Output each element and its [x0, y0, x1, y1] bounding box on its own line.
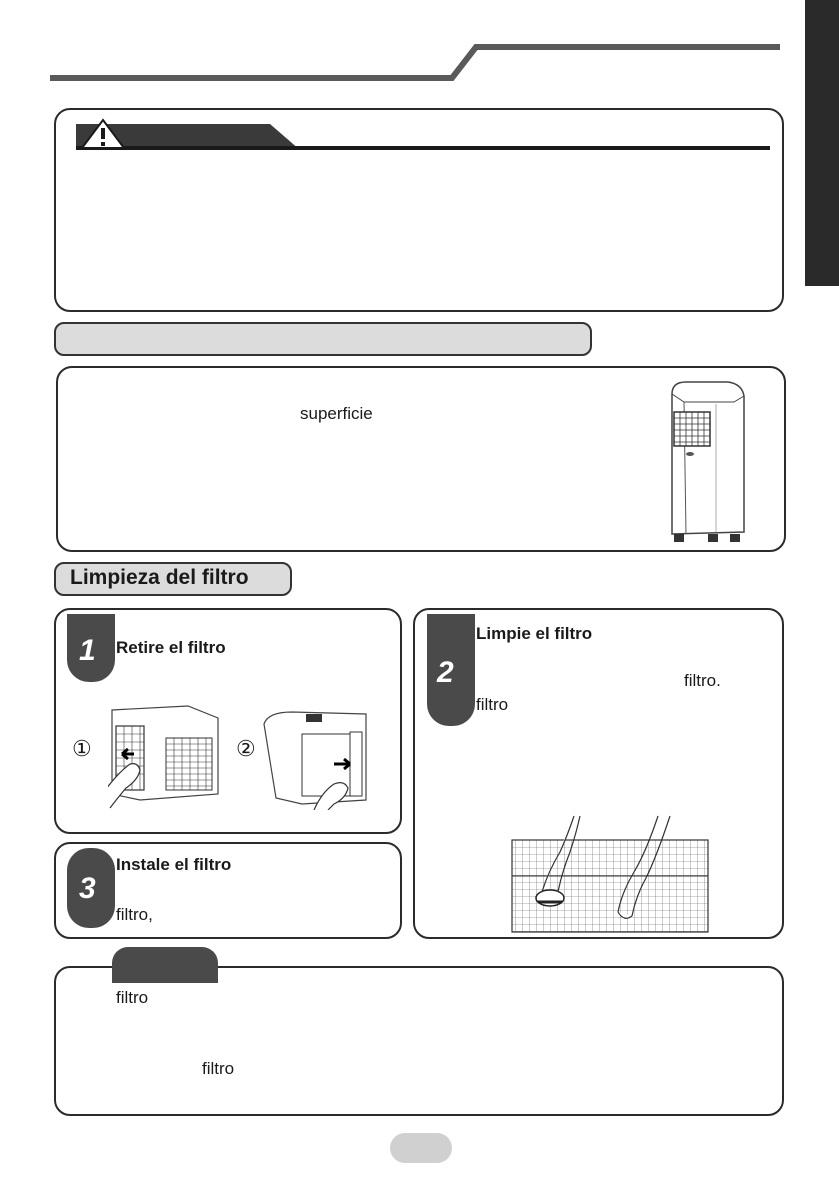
cleaning-title-bar: [54, 322, 592, 356]
warning-header: [70, 118, 775, 158]
page-number-pill: [390, 1133, 452, 1163]
remove-filter-illustration-b: [262, 708, 374, 810]
step2-number: 2: [437, 656, 454, 689]
step1-marker-b: ②: [236, 737, 256, 762]
header-rule: [0, 0, 839, 90]
step3-number: 3: [79, 872, 96, 905]
step2-title: Limpie el filtro: [476, 624, 593, 643]
step1-marker-a: ①: [72, 737, 92, 762]
brush-filter-illustration: [508, 812, 714, 936]
side-tab-marker: [805, 0, 839, 286]
air-conditioner-illustration: [664, 376, 752, 548]
note-box: [54, 966, 784, 1116]
step3-title: Instale el filtro: [116, 855, 232, 874]
note-word-a: filtro: [116, 988, 149, 1007]
step2-word-b: filtro: [476, 695, 509, 714]
step3-word-a: filtro,: [116, 905, 153, 924]
filter-section-title: Limpieza del filtro: [54, 562, 292, 596]
cleaning-word-surface: superficie: [300, 404, 373, 423]
step2-word-a: filtro.: [684, 671, 721, 690]
warning-triangle-icon: [80, 118, 126, 150]
step1-number: 1: [79, 634, 96, 667]
remove-filter-illustration-a: [108, 704, 220, 810]
note-tab: [112, 947, 218, 983]
note-word-b: filtro: [202, 1059, 235, 1078]
step1-title: Retire el filtro: [116, 638, 226, 657]
